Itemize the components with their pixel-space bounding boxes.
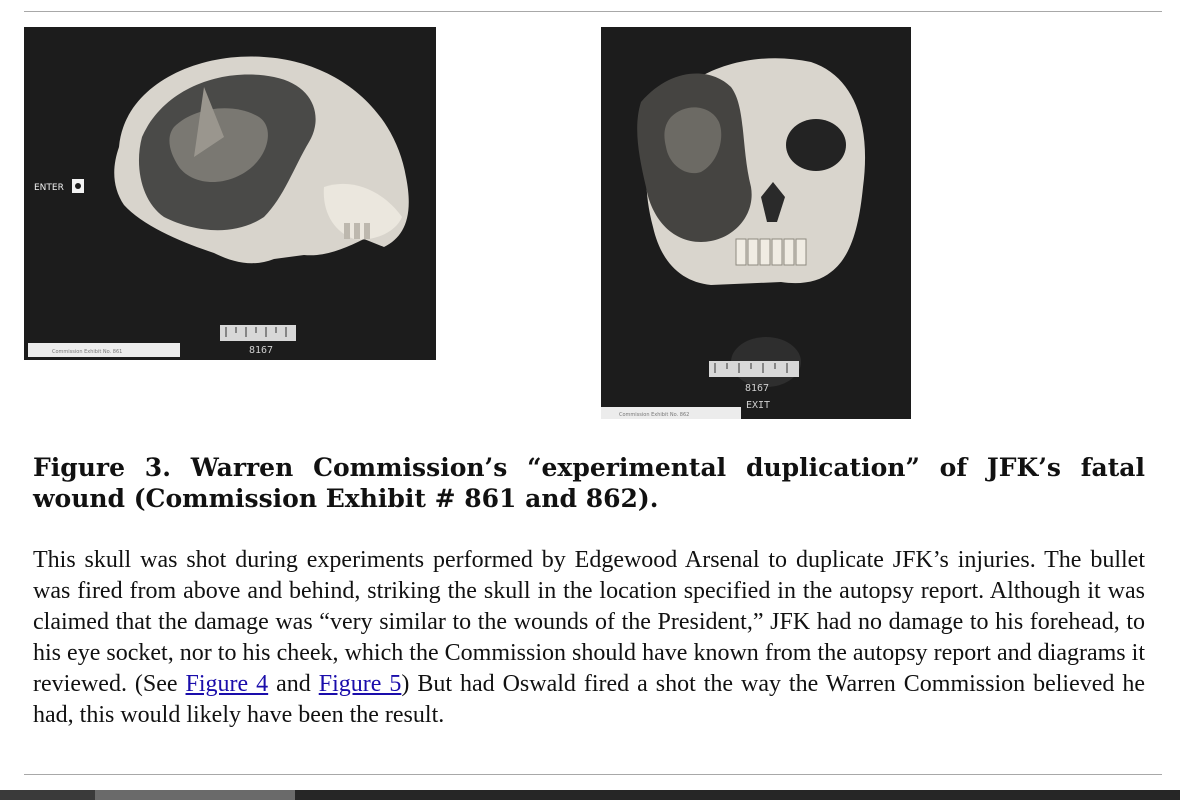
exhibit-label-left: Commission Exhibit No. 861 (52, 349, 123, 355)
body-text-part1: This skull was shot during experiments performed by Edgewood Arsenal to duplicate JFK’s injuries. The bullet was fired from above and behind, striking the skull in the location specified in the autopsy report. Although it was claimed that the damage was “very similar to the wounds of the President,” JFK had no damage to his forehead, to his eye socket, nor to his cheek, which the Commission should have known from the autopsy report and diagrams it reviewed. (See (33, 547, 1145, 697)
bottom-divider (24, 774, 1162, 775)
exit-label: EXIT (746, 400, 771, 411)
body-paragraph (33, 545, 1145, 731)
figure-5-link[interactable]: Figure 5 (318, 671, 402, 697)
top-divider (24, 11, 1162, 12)
specimen-number-left: 8167 (249, 345, 274, 356)
bottom-strip-right (295, 790, 1180, 800)
bottom-toolbar-strip (0, 790, 1180, 800)
bottom-strip-left (0, 790, 95, 800)
body-text-and: and (268, 671, 319, 697)
figure-4-link[interactable]: Figure 4 (185, 671, 269, 697)
body-text-part2: ) But had Oswald fired a shot the way the Warren Commission believed he had, this would likely have been the result. (33, 671, 1145, 728)
bottom-strip-middle (95, 790, 295, 800)
skull-side-image (24, 27, 436, 360)
skull-front-photo (601, 27, 911, 419)
specimen-number-right: 8167 (745, 383, 770, 394)
enter-label: ENTER (34, 183, 64, 193)
skull-side-photo (24, 27, 436, 360)
skull-front-image (601, 27, 911, 419)
figure-caption: Figure 3. Warren Commission’s “experimental duplication” of JFK’s fatal wound (Commission Exhibit # 861 and 862). (33, 453, 1145, 513)
exhibit-label-right: Commission Exhibit No. 862 (619, 412, 690, 418)
